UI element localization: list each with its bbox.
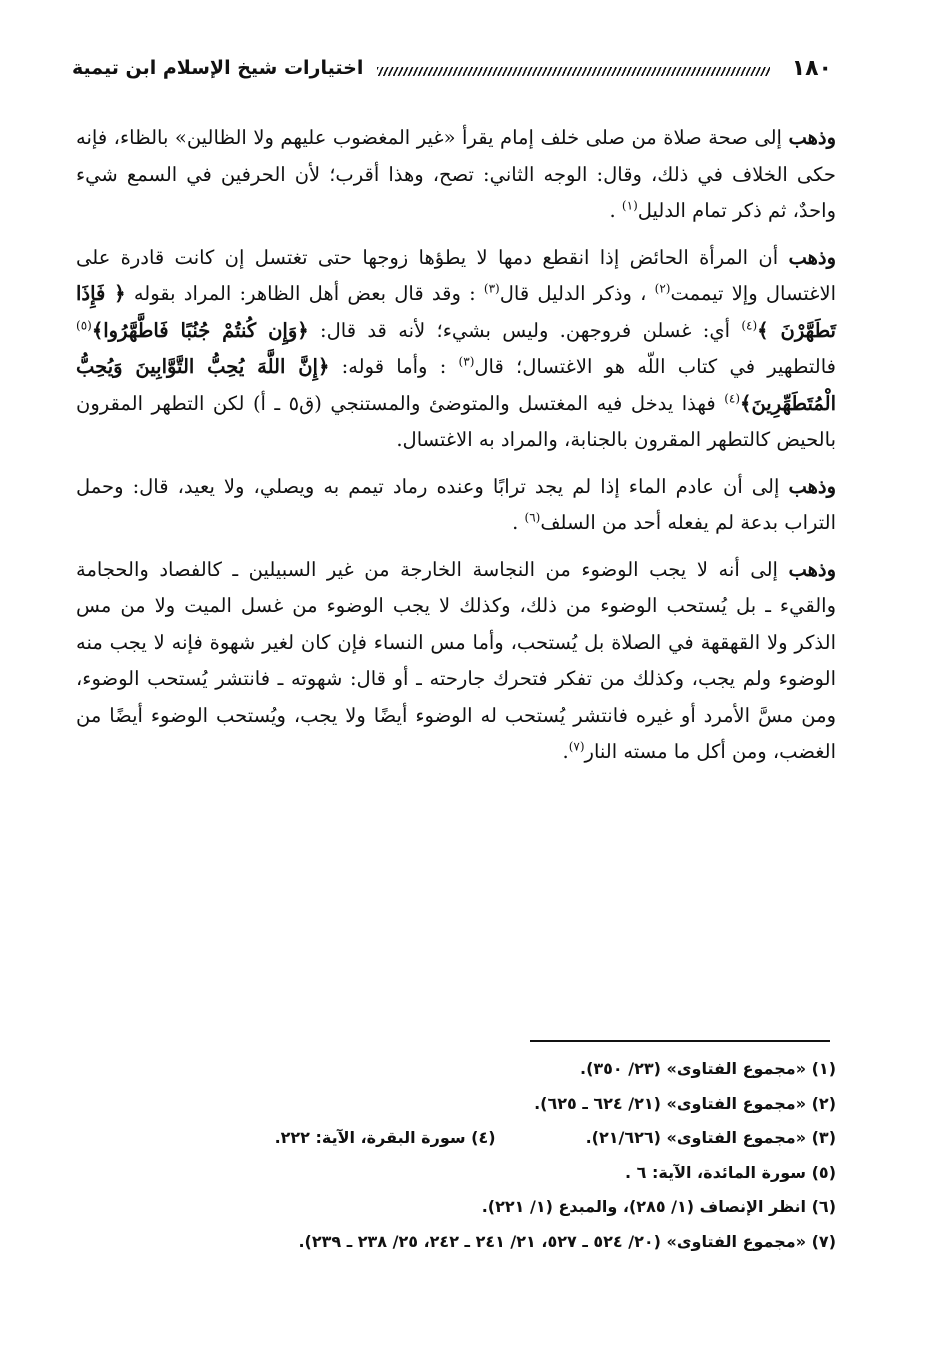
paragraph-text: : وقد قال بعض أهل الظاهر: المراد بقوله bbox=[125, 282, 484, 305]
quran-verse: ﴿إِنَّ اللَّهَ يُحِبُّ التَّوَّابِينَ وَيُحِبُّ الْمُتَطَهِّرِينَ﴾ bbox=[76, 355, 836, 415]
paragraph-text: : وأما قوله: bbox=[329, 355, 459, 378]
paragraph-text: إلى أنه لا يجب الوضوء من النجاسة الخارجة من غير السبيلين ـ كالفصاد والحجامة والقيء ـ بل يُستحب الوضوء من ذلك، وكذلك لا يجب الوضوء من غسل الميت ولا من مس الذكر ولا القهقهة في الصلاة بل يُستحب، وأما مس النساء فإن كان لغير شهوة فإنه لا يجب منه الوضوء ولم يجب، وكذلك من تفكر فتحرك جارحته ـ أو قال: شهوته ـ فانتشر يُستحب الوضوء، ومن مسَّ الأمرد أو غيره فانتشر يُستحب له الوضوء أيضًا ولا يجب، ويُستحب الوضوء أيضًا من الغضب، ومن أكل ما مسته النار bbox=[76, 557, 836, 763]
footnote-separator bbox=[530, 1040, 830, 1042]
footnote-1 bbox=[76, 1052, 836, 1087]
paragraph-1 bbox=[76, 120, 836, 230]
footnote-ref: (٢) bbox=[654, 281, 671, 296]
footnote-ref: (٥) bbox=[76, 318, 92, 332]
paragraph-text: إلى أن عادم الماء إذا لم يجد ترابًا وعنده رماد تيمم به ويصلي، ولا يعيد، قال: وحمل التراب بدعة لم يفعله أحد من السلف bbox=[76, 474, 836, 534]
page-number: ١٨٠ bbox=[791, 55, 832, 81]
paragraph-tail: . bbox=[609, 199, 622, 222]
paragraph-text: فهذا يدخل فيه المغتسل والمتوضئ والمستنجي (ق٥ ـ أ) لكن التطهر المقرون بالحيض كالتطهر المقرون بالجنابة، والمراد به الاغتسال. bbox=[76, 391, 836, 451]
footnote-ref: (٤) bbox=[724, 391, 741, 405]
footnote-7 bbox=[76, 1225, 836, 1260]
paragraph-text: ، وذكر الدليل قال bbox=[499, 282, 655, 305]
footnote-2 bbox=[76, 1087, 836, 1122]
header-ornament-rule bbox=[377, 67, 769, 76]
footnote-ref: (٤) bbox=[741, 318, 758, 332]
paragraph-3 bbox=[76, 469, 836, 542]
footnote-text: (٣) «مجموع الفتاوى» (٢١/٦٢٦). bbox=[585, 1128, 836, 1147]
paragraph-text: أي: غسلن فروجهن. وليس بشيء؛ لأنه قد قال: bbox=[308, 318, 742, 342]
footnote-text: (٢) «مجموع الفتاوى» (٢١/ ٦٢٤ ـ ٦٢٥). bbox=[534, 1093, 836, 1113]
footnote-3-4 bbox=[76, 1121, 836, 1156]
paragraph-tail: . bbox=[512, 511, 525, 534]
paragraph-tail: . bbox=[562, 740, 569, 763]
footnote-6 bbox=[76, 1190, 836, 1225]
paragraph-lead: وذهب bbox=[788, 245, 836, 269]
footnote-text: (٦) انظر الإنصاف (١/ ٢٨٥)، والمبدع (١/ ٢٢١). bbox=[481, 1197, 836, 1216]
paragraph-4 bbox=[76, 552, 836, 771]
footnote-text: (١) «مجموع الفتاوى» (٢٣/ ٣٥٠). bbox=[579, 1059, 836, 1078]
footnote-ref: (٧) bbox=[568, 739, 585, 754]
main-text bbox=[76, 120, 836, 781]
paragraph-text: أن المرأة الحائض إذا انقطع دمها لا يطؤها زوجها حتى تغتسل إن كانت قادرة على الاغتسال وإلا تيممت bbox=[76, 245, 836, 305]
paragraph-text: فالتطهير في كتاب اللّه هو الاغتسال؛ قال bbox=[474, 355, 836, 378]
footnote-5 bbox=[76, 1156, 836, 1191]
paragraph-lead: وذهب bbox=[788, 474, 836, 498]
page-header bbox=[72, 48, 832, 88]
running-title: اختيارات شيخ الإسلام ابن تيمية bbox=[72, 57, 364, 79]
footnotes bbox=[76, 1052, 836, 1259]
paragraph-lead: وذهب bbox=[788, 126, 836, 149]
quran-verse: ﴿وَإِن كُنتُمْ جُنُبًا فَاطَّهَّرُوا﴾ bbox=[91, 318, 309, 342]
footnote-ref: (٣) bbox=[458, 354, 475, 369]
paragraph-2 bbox=[76, 240, 836, 459]
quran-verse: ﴿ فَإِذَا تَطَهَّرْنَ ﴾ bbox=[76, 282, 836, 342]
footnote-ref: (٣) bbox=[483, 281, 500, 296]
footnote-text: (٥) سورة المائدة، الآية: ٦ . bbox=[624, 1162, 836, 1182]
footnote-text: (٧) «مجموع الفتاوى» (٢٠/ ٥٢٤ ـ ٥٢٧، ٢١/ ٢٤١ ـ ٢٤٢، ٢٥/ ٢٣٨ ـ ٢٣٩). bbox=[298, 1231, 836, 1251]
footnote-text: (٤) سورة البقرة، الآية: ٢٢٢. bbox=[274, 1128, 496, 1147]
footnote-ref: (٦) bbox=[524, 510, 541, 525]
paragraph-text: إلى صحة صلاة من صلى خلف إمام يقرأ «غير المغضوب عليهم ولا الظالين» بالظاء، فإنه حكى الخلاف في ذلك، وقال: الوجه الثاني: تصح، وهذا أقرب؛ لأن الحرفين في السمع شيء واحدٌ، ثم ذكر تمام الدليل bbox=[76, 126, 836, 222]
footnote-ref: (١) bbox=[621, 198, 638, 213]
paragraph-lead: وذهب bbox=[788, 557, 836, 581]
